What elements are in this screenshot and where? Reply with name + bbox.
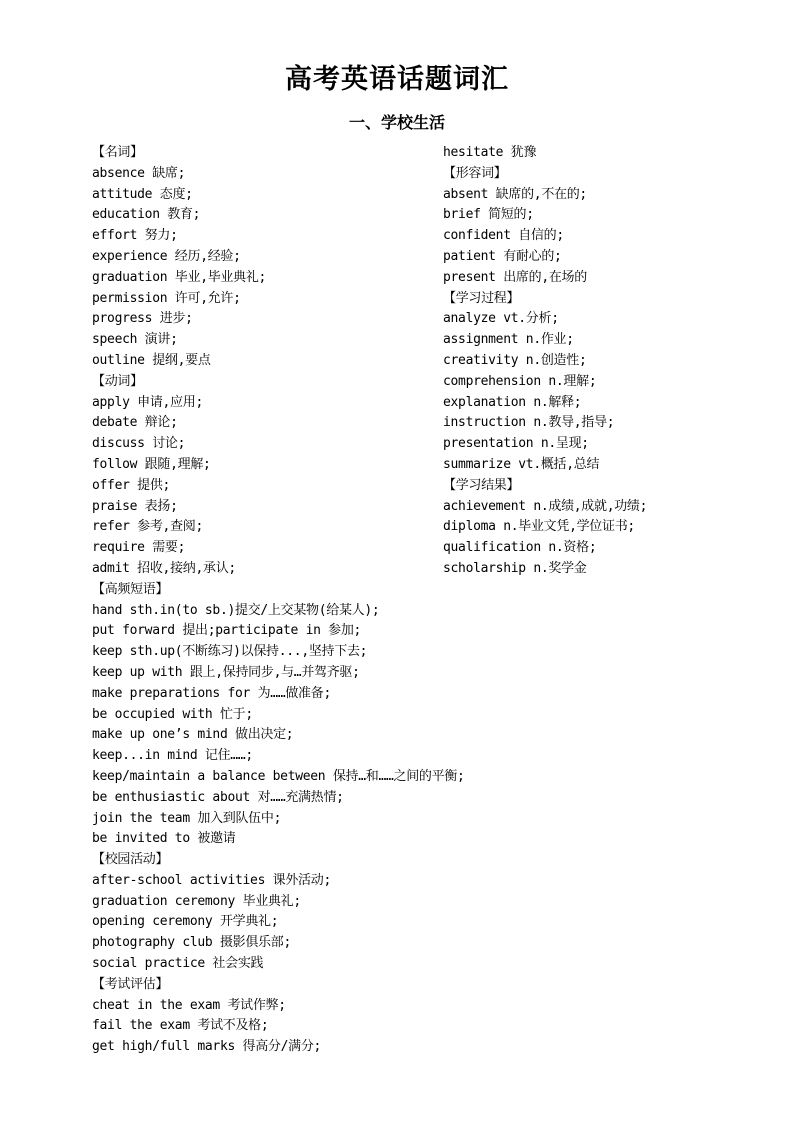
left-vocab-entry: refer 参考,查阅; (92, 519, 204, 535)
left-vocab-entry: fail the exam 考试不及格; (92, 1018, 269, 1034)
left-category-heading: 【高频短语】 (92, 581, 169, 597)
left-vocab-entry: hand sth.in(to sb.)提交/上交某物(给某人); (92, 602, 380, 618)
left-category-heading: 【校园活动】 (92, 852, 169, 868)
right-vocab-entry: assignment n.作业; (443, 332, 574, 348)
right-vocab-entry: patient 有耐心的; (443, 248, 562, 264)
left-vocab-entry: experience 经历,经验; (92, 248, 241, 264)
left-vocab-entry: cheat in the exam 考试作弊; (92, 997, 286, 1013)
right-vocab-entry: hesitate 犹豫 (443, 145, 537, 160)
left-vocab-entry: offer 提供; (92, 477, 171, 493)
section-heading: 一、学校生活 (348, 113, 445, 132)
left-vocab-entry: praise 表扬; (92, 498, 178, 514)
right-vocab-entry: achievement n.成绩,成就,功绩; (443, 498, 648, 514)
right-vocab-entry: brief 简短的; (443, 207, 534, 223)
left-vocab-entry: attitude 态度; (92, 186, 193, 202)
left-vocab-entry: be enthusiastic about 对……充满热情; (92, 789, 344, 805)
left-vocab-entry: debate 辩论; (92, 415, 178, 431)
left-vocab-entry: join the team 加入到队伍中; (92, 810, 282, 826)
left-vocab-entry: effort 努力; (92, 228, 178, 244)
left-vocab-entry: graduation 毕业,毕业典礼; (92, 269, 267, 285)
right-category-heading: 【形容词】 (443, 165, 507, 181)
left-vocab-entry: apply 申请,应用; (92, 394, 204, 410)
left-vocab-entry: discuss 讨论; (92, 436, 186, 452)
right-vocab-entry: presentation n.呈现; (443, 436, 589, 452)
left-vocab-entry: social practice 社会实践 (92, 956, 264, 972)
left-vocab-entry: put forward 提出;participate in 参加; (92, 623, 362, 639)
left-vocab-entry: graduation ceremony 毕业典礼; (92, 893, 301, 909)
left-vocab-entry: keep up with 跟上,保持同步,与…并驾齐驱; (92, 664, 360, 680)
left-vocab-entry: permission 许可,允许; (92, 290, 241, 306)
left-category-heading: 【名词】 (92, 145, 143, 160)
left-vocab-entry: make preparations for 为……做准备; (92, 685, 331, 701)
left-vocab-entry: photography club 摄影俱乐部; (92, 935, 291, 951)
left-vocab-entry: absence 缺席; (92, 165, 186, 181)
left-vocab-entry: get high/full marks 得高分/满分; (92, 1039, 322, 1055)
right-vocab-entry: qualification n.资格; (443, 540, 597, 556)
left-vocab-entry: keep/maintain a balance between 保持…和……之间的平衡; (92, 768, 465, 784)
right-vocab-entry: explanation n.解释; (443, 394, 582, 410)
left-vocab-entry: require 需要; (92, 540, 186, 556)
left-category-heading: 【动词】 (92, 373, 143, 389)
left-vocab-entry: make up one’s mind 做出决定; (92, 727, 294, 743)
left-vocab-entry: follow 跟随,理解; (92, 456, 211, 472)
right-category-heading: 【学习结果】 (443, 477, 520, 493)
right-vocab-entry: analyze vt.分析; (443, 311, 559, 327)
right-vocab-entry: absent 缺席的,不在的; (443, 186, 587, 202)
left-vocab-entry: be invited to 被邀请 (92, 831, 236, 847)
left-vocab-entry: keep...in mind 记住……; (92, 748, 253, 764)
right-vocab-entry: present 出席的,在场的 (443, 269, 587, 285)
right-category-heading: 【学习过程】 (443, 290, 520, 306)
right-vocab-entry: confident 自信的; (443, 228, 564, 244)
left-vocab-entry: education 教育; (92, 207, 201, 223)
left-vocab-entry: admit 招收,接纳,承认; (92, 560, 236, 576)
vocabulary-column-right (443, 143, 743, 580)
left-vocab-entry: speech 演讲; (92, 332, 178, 348)
right-vocab-entry: comprehension n.理解; (443, 373, 597, 389)
right-vocab-entry: creativity n.创造性; (443, 352, 587, 368)
right-vocab-entry: diploma n.毕业文凭,学位证书; (443, 519, 635, 535)
left-vocab-entry: opening ceremony 开学典礼; (92, 914, 279, 930)
document-title: 高考英语话题词汇 (285, 64, 509, 95)
left-category-heading: 【考试评估】 (92, 976, 169, 992)
right-vocab-entry: summarize vt.概括,总结 (443, 456, 600, 472)
left-vocab-entry: after-school activities 课外活动; (92, 872, 331, 888)
left-vocab-entry: progress 进步; (92, 311, 193, 327)
vocabulary-column-left (92, 143, 465, 1058)
left-vocab-entry: be occupied with 忙于; (92, 706, 253, 722)
left-vocab-entry: keep sth.up(不断练习)以保持...,坚持下去; (92, 644, 368, 660)
right-vocab-entry: scholarship n.奖学金 (443, 560, 587, 576)
right-vocab-entry: instruction n.教导,指导; (443, 415, 615, 431)
left-vocab-entry: outline 提纲,要点 (92, 352, 211, 368)
